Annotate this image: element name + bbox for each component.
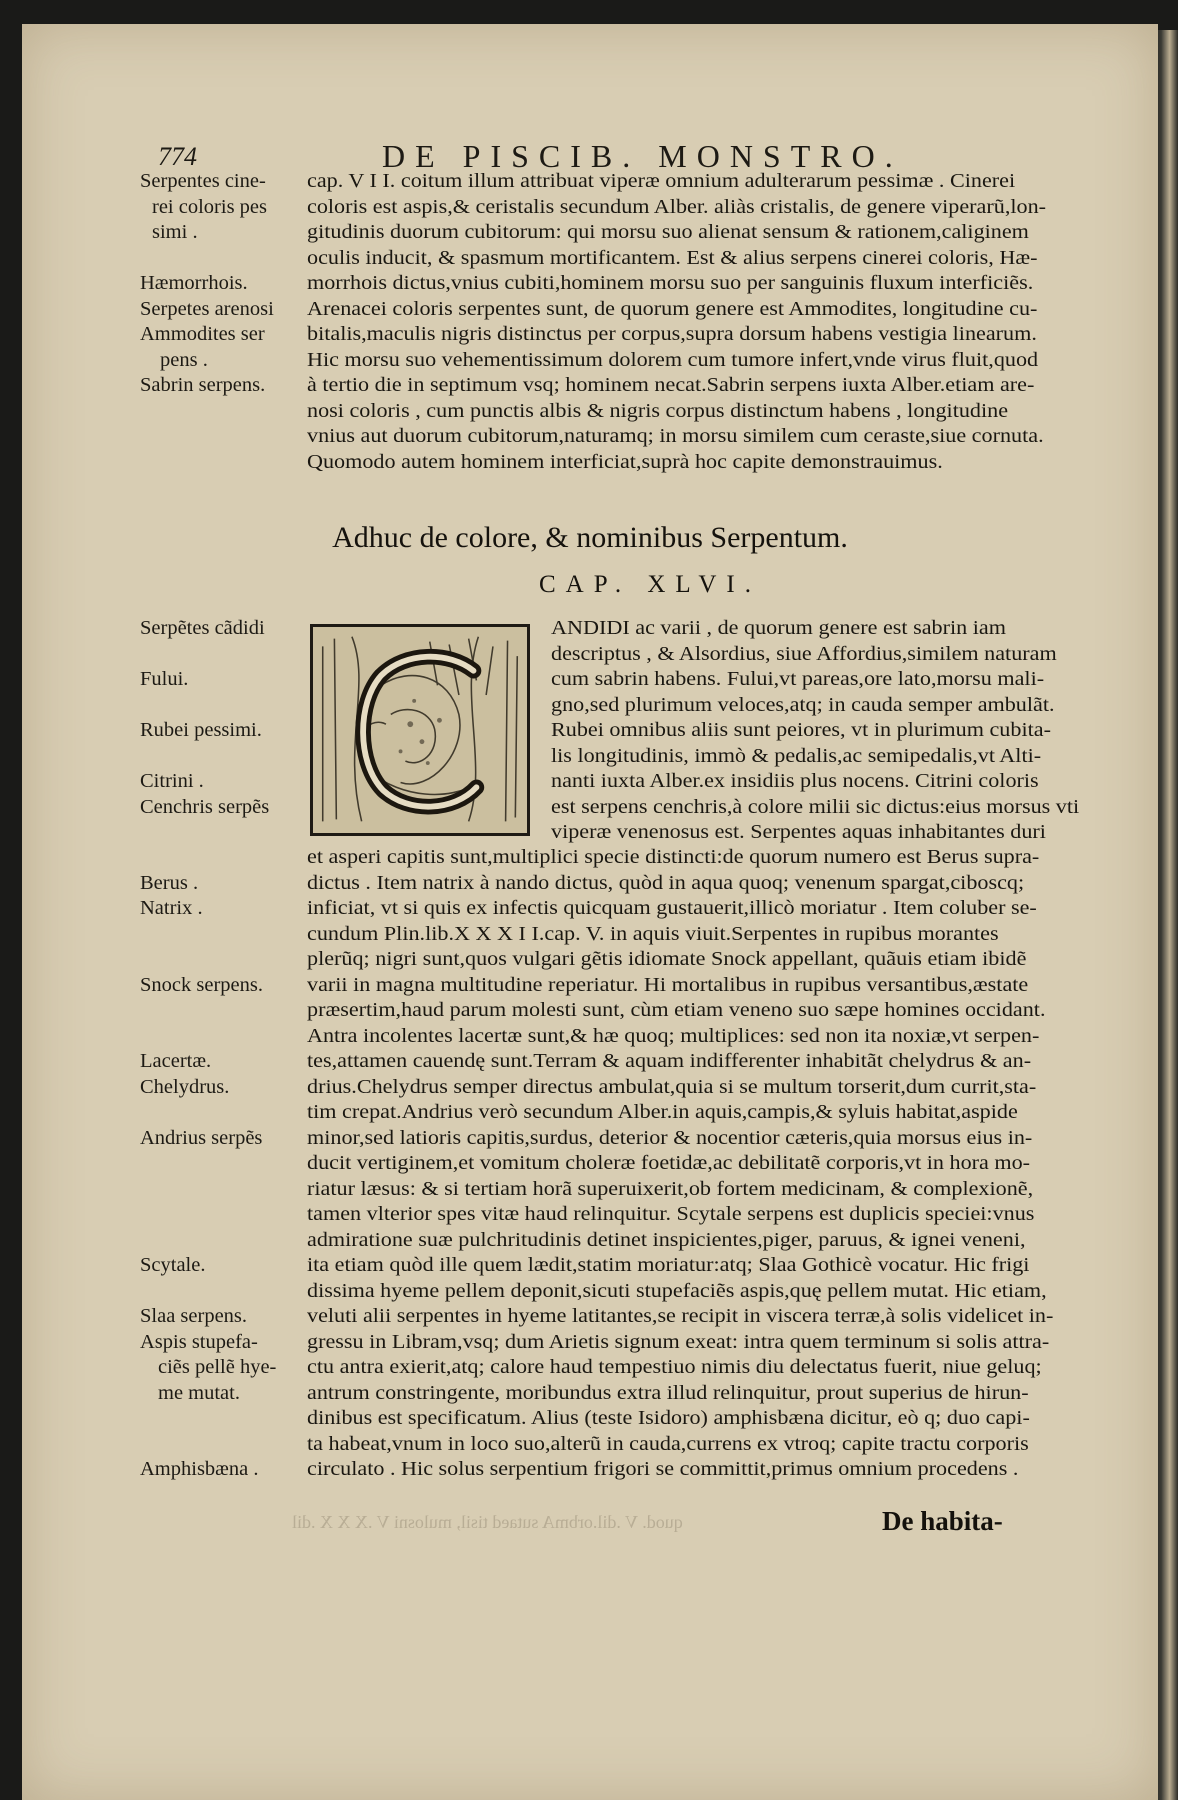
marginal-note (140, 845, 330, 871)
text-line: circulato . Hic solus serpentium frigori se committit,primus omnium procedens . (307, 1458, 1019, 1480)
marginal-note (140, 1151, 330, 1177)
marginalia-block-1 (140, 169, 330, 399)
marginal-note (140, 1406, 330, 1432)
marginal-note: Cenchris serpẽs (140, 795, 270, 818)
text-line: veluti alii serpentes in hyeme latitantes,se recipit in viscera terræ,à solis videlicet in- (307, 1305, 1054, 1327)
marginal-note (140, 744, 330, 770)
text-line: tim crepat.Andrius verò secundum Alber.in aquis,campis,& syluis habitat,aspide (307, 1101, 1018, 1123)
marginal-note: Serpẽtes cãdidi (140, 617, 265, 639)
marginal-note (140, 922, 330, 948)
text-line: ita etiam quòd ille quem lædit,statim moriatur:atq; Slaa Gothicè vocatur. Hic frigi (307, 1254, 1030, 1276)
text-block-1 (307, 169, 1132, 475)
marginal-note (140, 1100, 330, 1126)
marginal-note: Rubei pessimi. (140, 719, 262, 741)
marginal-note (140, 1177, 330, 1203)
text-line: minor,sed latioris capitis,surdus, deterior & nocentior cæteris,quia morsus eius in- (307, 1126, 1033, 1149)
marginal-note: Hæmorrhois. (140, 272, 248, 294)
text-line: antrum constringente, moribundus extra illud relinquitur, prout superius de hirun- (307, 1381, 1029, 1404)
text-line: vnius aut duorum cubitorum,naturamq; in morsu similem cum ceraste,siue cornuta. (307, 425, 1044, 447)
marginal-note: Berus . (140, 871, 199, 894)
text-line: tes,attamen cauendę sunt.Terram & aquam indifferenter inhabitãt chelydrus & an- (307, 1050, 1032, 1072)
text-line: et asperi capitis sunt,multiplici specie distincti:de quorum numero est Berus supra- (307, 846, 1040, 868)
text-line: gressu in Libram,vsq; dum Arietis signum exeat: intra quem terminum si solis attra- (307, 1330, 1050, 1353)
marginal-note (140, 1432, 330, 1458)
text-line: viperæ venenosus est. Serpentes aquas inhabitantes duri (551, 821, 1046, 843)
marginal-note: Citrini . (140, 770, 204, 792)
chapter-title: Adhuc de colore, & nominibus Serpentum. (332, 521, 848, 554)
text-line: ta habeat,vnum in loco suo,alterũ in cauda,currens ex vtroq; capite tractu corporis (307, 1432, 1029, 1455)
text-line: bitalis,maculis nigris distinctus per corpus,supra dorsum habens vestigia linearum. (307, 323, 1037, 345)
marginal-note: Sabrin serpens. (140, 374, 266, 396)
marginal-note (140, 693, 330, 719)
marginal-note: Serpetes arenosi (140, 297, 274, 320)
text-line: Rubei omnibus aliis sunt peiores, vt in plurimum cubita- (551, 719, 1051, 741)
text-line: drius.Chelydrus semper directus ambulat,quia si se multum torserit,dum currit,sta- (307, 1075, 1037, 1098)
text-line: gno,sed plurimum veloces,atq; in cauda semper ambulãt. (551, 693, 1055, 716)
marginal-note: Amphisbæna . (140, 1458, 259, 1480)
text-line: Quomodo autem hominem interficiat,suprà hoc capite demonstrauimus. (307, 450, 943, 473)
text-line: cum sabrin habens. Fului,vt pareas,ore lato,morsu mali- (551, 668, 1045, 690)
text-line: præsertim,haud parum molesti sunt, cùm etiam veneno suo sæpe homines occidant. (307, 999, 1046, 1021)
marginal-note: Slaa serpens. (140, 1305, 248, 1327)
text-line: cap. V I I. coitum illum attribuat viperæ omnium adulterarum pessimæ . Cinerei (307, 170, 1016, 192)
text-line: dissima hyeme pellem deponit,sicuti stupefaciẽs aspis,quę pellem mutat. Hic etiam, (307, 1279, 1047, 1302)
text-block-2 (551, 616, 1132, 846)
marginal-note: Lacertæ. (140, 1050, 212, 1072)
marginalia-block-3 (140, 845, 330, 1483)
text-line: inficiat, vt si quis ex infectis quicquam gustauerit,illicò moriatur . Item coluber se- (307, 897, 1037, 919)
marginal-note: Scytale. (140, 1254, 206, 1276)
text-line: varii in magna multitudine reperiatur. Hi mortalibus in rupibus versantibus,æstate (307, 973, 1029, 996)
page-number: 774 (158, 142, 197, 171)
marginal-note: Snock serpens. (140, 973, 263, 996)
chapter-number: CAP. XLVI. (538, 571, 762, 598)
text-line: ctu antra exierit,atq; calore haud tempestiuo nimis diu delectatus fuerit, niue geluq; (307, 1356, 1042, 1378)
marginal-note: Ammodites ser (140, 323, 265, 345)
text-line: nosi coloris , cum punctis albis & nigris corpus distinctum habens , longitudine (307, 399, 1009, 422)
text-line: gitudinis duorum cubitorum: qui morsu suo alienat sensum & rationem,caliginem (307, 221, 1029, 243)
marginal-note (140, 1279, 330, 1305)
marginal-note: me mutat. (158, 1381, 240, 1404)
marginal-note (140, 246, 330, 272)
decorated-initial-c (310, 624, 530, 836)
marginal-note: Natrix . (140, 897, 203, 919)
marginal-note: Andrius serpẽs (140, 1126, 263, 1149)
text-line: Hic morsu suo vehementissimum dolorem cum tumore infert,vnde virus fluit,quod (307, 348, 1039, 371)
marginal-note: ciẽs pellẽ hye- (158, 1356, 277, 1378)
text-line: coloris est aspis,& ceristalis secundum Alber. aliàs cristalis, de genere viperarũ,lon- (307, 195, 1047, 218)
text-line: riatur læsus: & si tertiam horã superuixerit,ob fortem medicinam, & complexionẽ, (307, 1177, 1034, 1200)
marginal-note: Serpentes cine- (140, 170, 266, 192)
marginalia-block-2 (140, 616, 330, 820)
marginal-note: Chelydrus. (140, 1075, 230, 1098)
text-line: tamen vlterior spes vitæ haud relinquitur. Scytale serpens est duplicis speciei:vnus (307, 1203, 1035, 1225)
woodcut-illustration (313, 627, 527, 833)
marginal-note: pens . (160, 348, 208, 371)
text-line: Arenacei coloris serpentes sunt, de quorum genere est Ammodites, longitudine cu- (307, 297, 1038, 320)
text-line: oculis inducit, & spasmum mortificantem. Est & alius serpens cinerei coloris, Hæ- (307, 246, 1038, 269)
text-line: dinibus est specificatum. Alius (teste Isidoro) amphisbæna dicitur, eò q; duo capi- (307, 1407, 1030, 1429)
marginal-note: simi . (152, 221, 198, 243)
text-line: cundum Plin.lib.X X X I I.cap. V. in aquis viuit.Serpentes in rupibus morantes (307, 922, 999, 945)
text-block-3 (307, 845, 1132, 1483)
marginal-note (140, 998, 330, 1024)
catchword: De habita- (882, 1506, 1003, 1536)
text-line: ducit vertiginem,et vomitum choleræ foetidæ,ac debilitatẽ corporis,vt in hora mo- (307, 1152, 1031, 1174)
text-line: morrhois dictus,vnius cubiti,hominem morsu suo per sanguinis fluxum interficiẽs. (307, 272, 1034, 294)
running-title: DE PISCIB. MONSTRO. (382, 138, 903, 174)
text-line: descriptus , & Alsordius, siue Affordius,similem naturam (551, 642, 1057, 665)
book-page (22, 24, 1158, 1800)
marginal-note (140, 1202, 330, 1228)
text-line: à tertio die in septimum vsq; hominem necat.Sabrin serpens iuxta Alber.etiam are- (307, 374, 1035, 396)
marginal-note (140, 1228, 330, 1254)
text-line: dictus . Item natrix à nando dictus, quòd in aqua quoq; venenum spargat,ciboscq; (307, 871, 1025, 894)
marginal-note (140, 642, 330, 668)
marginal-note: Aspis stupefa- (140, 1330, 258, 1353)
text-line: ANDIDI ac varii , de quorum genere est sabrin iam (551, 617, 1006, 639)
marginal-note (140, 947, 330, 973)
text-line: est serpens cenchris,à colore milii sic dictus:eius morsus vti (551, 795, 1080, 818)
marginal-note: Fului. (140, 668, 189, 690)
marginal-note: rei coloris pes (152, 195, 267, 218)
text-line: admiratione suæ pulchritudinis detinet inspicientes,piger, paruus, & ignei veneni, (307, 1228, 1026, 1251)
marginal-note (140, 1024, 330, 1050)
show-through-text: quod. V .dil.orbmA sutaed tisil, mulosni V .X X X .dil (292, 1512, 683, 1532)
text-line: nanti iuxta Alber.ex insidiis plus nocens. Citrini coloris (551, 770, 1039, 792)
text-line: lis longitudinis, immò & pedalis,ac semipedalis,vt Alti- (551, 744, 1042, 767)
text-line: plerũq; nigri sunt,quos vulgari gẽtis idiomate Snock appellant, quãuis etiam ibidẽ (307, 948, 1027, 970)
text-line: Antra incolentes lacertæ sunt,& hæ quoq; multiplices: sed non ita noxiæ,vt serpen- (307, 1024, 1040, 1047)
